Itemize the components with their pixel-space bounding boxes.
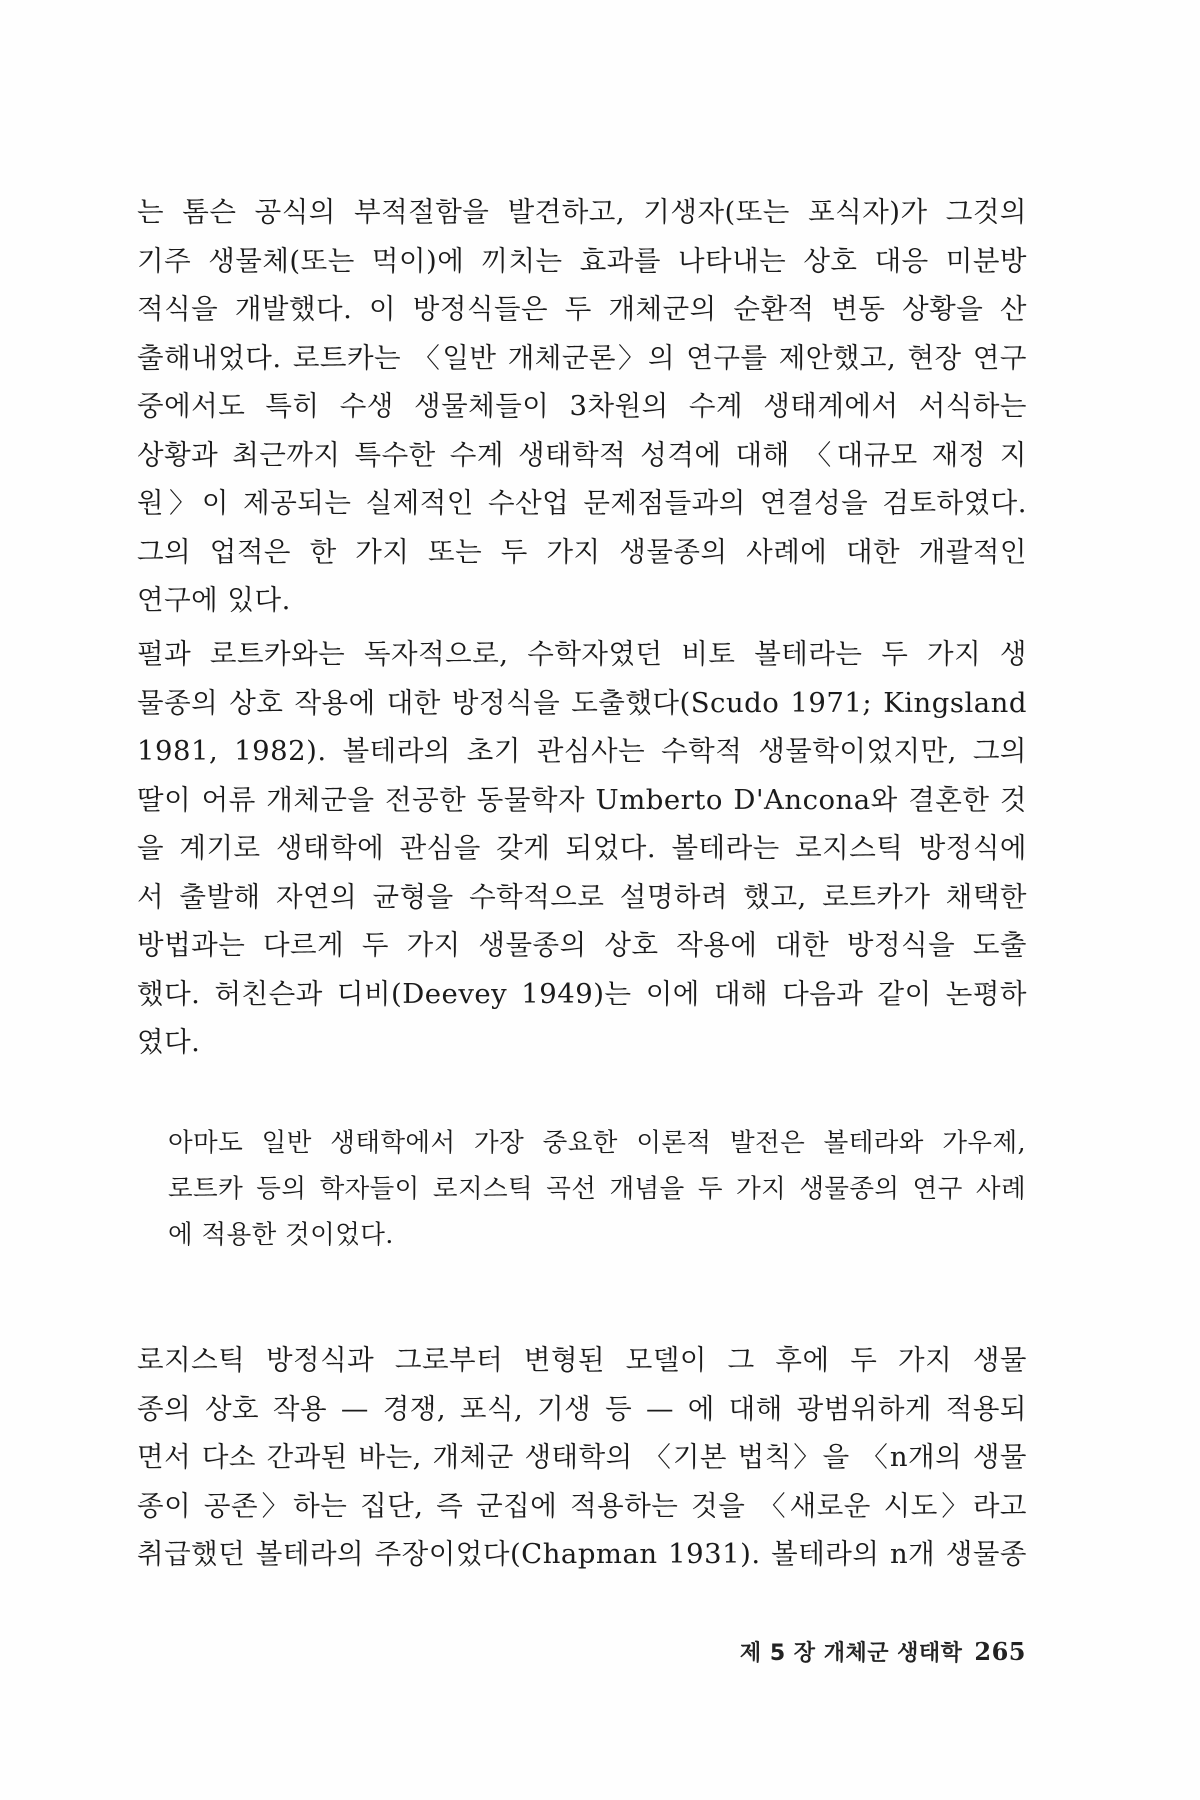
text-line: 면서 다소 간과된 바는, 개체군 생태학의 〈기본 법칙〉을 〈n개의 생물 [137,1441,1027,1473]
quote-line: 아마도 일반 생태학에서 가장 중요한 이론적 발전은 볼테라와 가우제, [168,1128,1026,1158]
text-line: 펄과 로트카와는 독자적으로, 수학자였던 비토 볼테라는 두 가지 생 [137,638,1027,670]
text-line: 중에서도 특히 수생 생물체들이 3차원의 수계 생태계에서 서식하는 [137,390,1027,422]
text-line: 원〉이 제공되는 실제적인 수산업 문제점들과의 연결성을 검토하였다. [137,487,1027,519]
text-line: 연구에 있다. [137,584,291,616]
paragraph-1 [137,188,1027,625]
text-line: 그의 업적은 한 가지 또는 두 가지 생물종의 사례에 대한 개괄적인 [137,535,1027,568]
text-line: 로지스틱 방정식과 그로부터 변형된 모델이 그 후에 두 가지 생물 [137,1344,1027,1376]
page-footer [680,1636,1026,1667]
text-line: 종의 상호 작용 — 경쟁, 포식, 기생 등 — 에 대해 광범위하게 적용되 [137,1392,1027,1425]
text-line: 기주 생물체(또는 먹이)에 끼치는 효과를 나타내는 상호 대응 미분방 [137,244,1027,277]
chapter-title: 제 5 장 개체군 생태학 [739,1641,963,1666]
paragraph-2 [137,630,1027,1067]
text-line: 는 톰슨 공식의 부적절함을 발견하고, 기생자(또는 포식자)가 그것의 [137,196,1027,228]
text-line: 취급했던 볼테라의 주장이었다(Chapman 1931). 볼테라의 n개 생물종 [137,1538,1027,1570]
text-line: 물종의 상호 작용에 대한 방정식을 도출했다(Scudo 1971; Kingsland [137,686,1027,719]
text-line: 였다. [137,1026,201,1058]
text-line: 을 계기로 생태학에 관심을 갖게 되었다. 볼테라는 로지스틱 방정식에 [137,832,1027,864]
text-line: 상황과 최근까지 특수한 수계 생태학적 성격에 대해 〈대규모 재정 지 [137,438,1027,471]
text-line: 방법과는 다르게 두 가지 생물종의 상호 작용에 대한 방정식을 도출 [137,929,1027,961]
text-line: 종이 공존〉하는 집단, 즉 군집에 적용하는 것을 〈새로운 시도〉라고 [137,1489,1027,1522]
quote-line: 에 적용한 것이었다. [168,1220,394,1250]
block-quote [168,1120,1026,1258]
text-line: 서 출발해 자연의 균형을 수학적으로 설명하려 했고, 로트카가 채택한 [137,880,1027,913]
paragraph-3 [137,1336,1027,1579]
page-number: 265 [974,1637,1026,1666]
text-line: 했다. 허친슨과 디비(Deevey 1949)는 이에 대해 다음과 같이 논평하 [137,977,1027,1010]
quote-line: 로트카 등의 학자들이 로지스틱 곡선 개념을 두 가지 생물종의 연구 사례 [168,1174,1026,1204]
text-line: 적식을 개발했다. 이 방정식들은 두 개체군의 순환적 변동 상황을 산 [137,293,1027,325]
text-line: 1981, 1982). 볼테라의 초기 관심사는 수학적 생물학이었지만, 그의 [137,735,1027,767]
text-line: 딸이 어류 개체군을 전공한 동물학자 Umberto D'Ancona와 결혼한 것 [137,783,1027,816]
text-line: 출해내었다. 로트카는 〈일반 개체군론〉의 연구를 제안했고, 현장 연구 [137,341,1027,374]
